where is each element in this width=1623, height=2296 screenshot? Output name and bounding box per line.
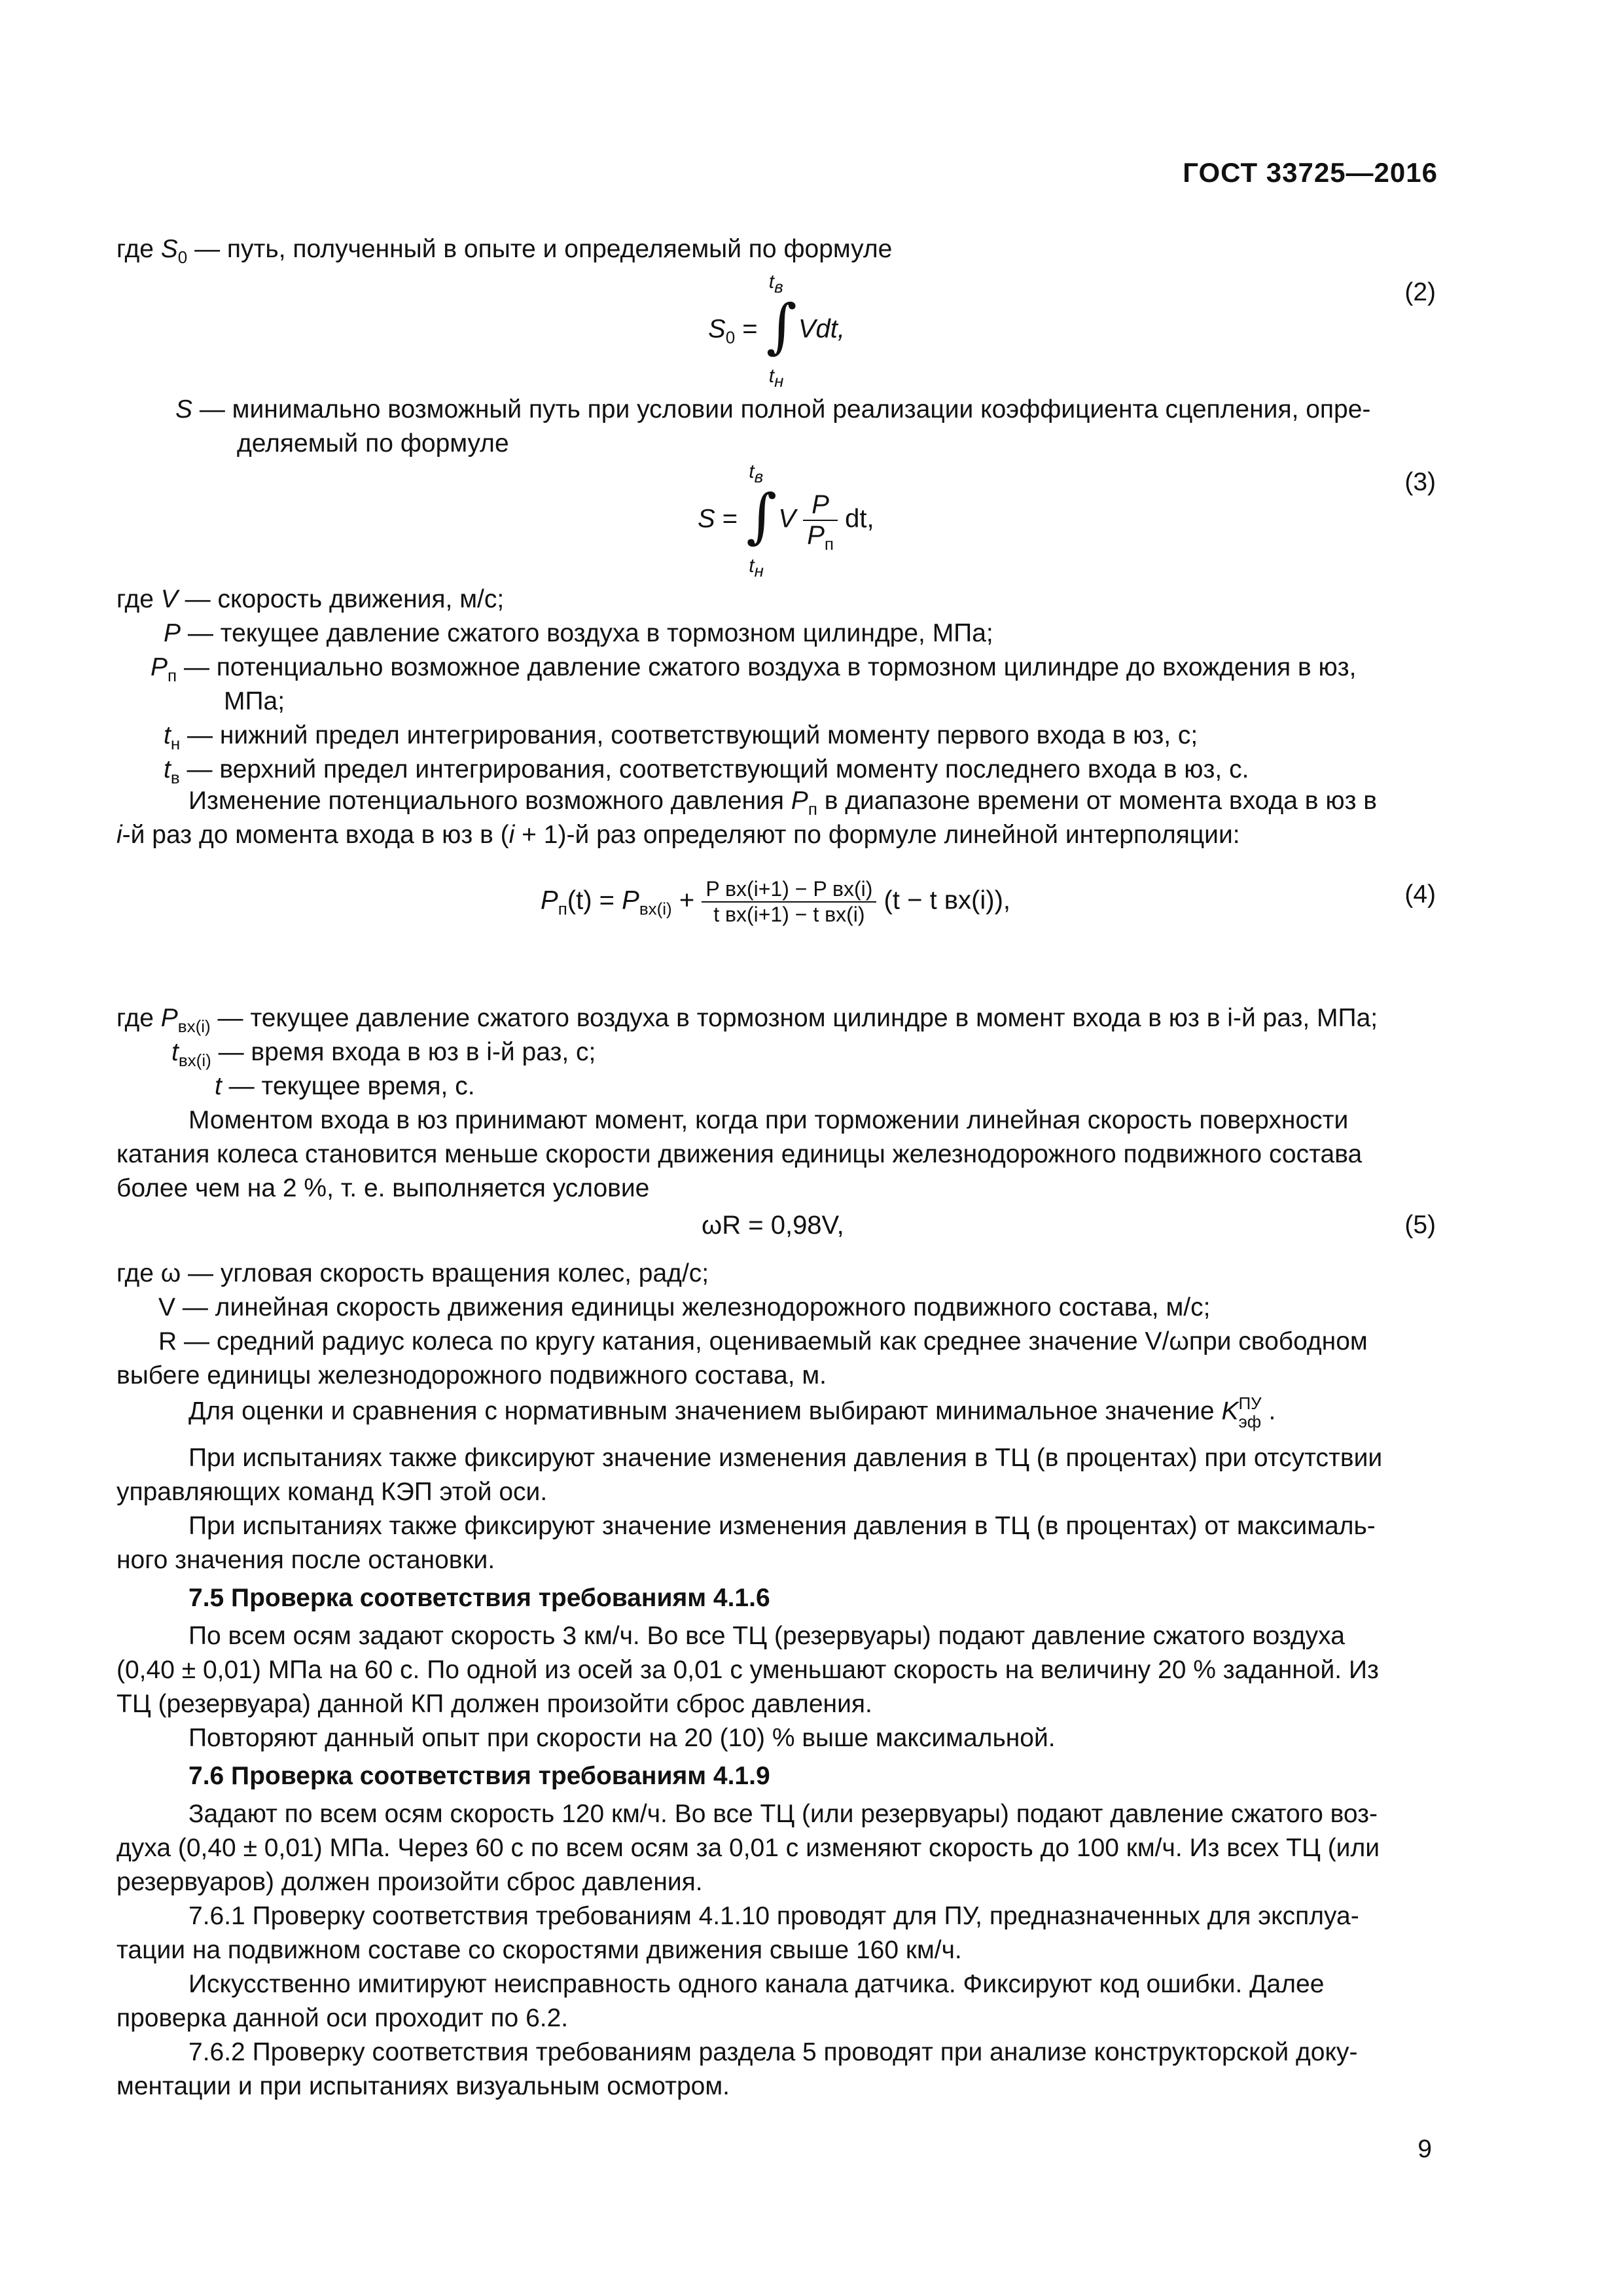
- f3-lhs: S: [698, 504, 715, 533]
- f3-numerator: P: [803, 490, 838, 521]
- s-definition: [175, 393, 1370, 427]
- definition-line: $t_н$ — нижний предел интегрирования, соответствующий моменту первого входа в юз, с;: [164, 721, 1198, 753]
- intro-lead: где: [116, 235, 154, 263]
- definition-line: $t_в$ — верхний предел интегрирования, соответствующий моменту последнего входа в юз, с.: [164, 755, 1249, 787]
- definition-line: $P_п$ — потенциально возможное давление сжатого воздуха в тормозном цилиндре до вхождения в юз,: [151, 653, 1357, 685]
- equation-number-3: (3): [1404, 468, 1436, 496]
- definition-line: P — текущее давление сжатого воздуха в тормозном цилиндре, МПа;: [164, 619, 993, 647]
- definition-line: V — линейная скорость движения единицы железнодорожного подвижного состава, м/с;: [158, 1293, 1211, 1321]
- f3-v: V: [778, 504, 796, 533]
- intro-symbol-sub: 0: [177, 247, 188, 267]
- definition-line: выбеге единицы железнодорожного подвижного состава, м.: [116, 1361, 827, 1390]
- section-7-6-line: тации на подвижном составе со скоростями движения свыше 160 км/ч.: [116, 1936, 962, 1964]
- document-code-header: ГОСТ 33725—2016: [1183, 157, 1438, 188]
- equation-number-5: (5): [1404, 1211, 1436, 1239]
- intro-line: [116, 232, 892, 266]
- definition-line: где ω — угловая скорость вращения колес, рад/с;: [116, 1259, 709, 1287]
- section-7-6-line: 7.6.2 Проверку соответствия требованиям раздела 5 проводят при анализе конструкторской доку-: [188, 2038, 1358, 2066]
- paragraph-moment-line: Моментом входа в юз принимают момент, когда при торможении линейная скорость поверхности: [188, 1106, 1349, 1134]
- integral-sign: $t_в$ ∫ $t_н$: [766, 271, 797, 391]
- paragraph-interpolation-line-2: i-й раз до момента входа в юз в (i + 1)-й раз определяют по формуле линейной интерполяции:: [116, 821, 1240, 849]
- f4-fraction: [702, 877, 876, 927]
- section-7-6-line: резервуаров) должен произойти сброс давления.: [116, 1868, 703, 1896]
- f4-numerator: P вх(i+1) − P вх(i): [702, 877, 876, 903]
- f3-dt: dt,: [845, 504, 874, 533]
- f2-upper-limit: $t_в$: [768, 271, 783, 296]
- s-definition-continued: деляемый по формуле: [237, 429, 509, 457]
- definition-line-continued: МПа;: [224, 687, 285, 715]
- f3-upper-limit: $t_в$: [749, 461, 764, 486]
- f2-body: Vdt,: [798, 314, 846, 344]
- section-heading-7-6: 7.6 Проверка соответствия требованиям 4.1.9: [188, 1762, 770, 1790]
- f3-eq: =: [715, 504, 745, 533]
- section-7-6-line: проверка данной оси проходит по 6.2.: [116, 2004, 569, 2032]
- intro-text: — путь, полученный в опыте и определяемый по формуле: [187, 235, 893, 263]
- integral-sign: $t_в$ ∫ $t_н$: [746, 461, 777, 581]
- s-def-text: — минимально возможный путь при условии полной реализации коэффициента сцепления, опре-: [192, 395, 1371, 423]
- f2-lhs-sub: 0: [725, 327, 736, 348]
- equation-number-2: (2): [1404, 278, 1436, 306]
- s-def-symbol: S: [175, 395, 193, 423]
- definition-line: где $P_{вх(i)}$ — текущее давление сжатого воздуха в тормозном цилиндре в момент входа в юз в i-й раз, МПа;: [116, 1004, 1378, 1036]
- formula-5: ωR = 0,98V,: [702, 1211, 844, 1240]
- paragraph-fix-1: управляющих команд КЭП этой оси.: [116, 1478, 548, 1506]
- section-7-5-line: По всем осям задают скорость 3 км/ч. Во все ТЦ (резервуары) подают давление сжатого воздуха: [188, 1622, 1345, 1650]
- paragraph-fix-1: При испытаниях также фиксируют значение изменения давления в ТЦ (в процентах) при отсутствии: [188, 1444, 1383, 1472]
- section-heading-7-5: 7.5 Проверка соответствия требованиям 4.1.6: [188, 1584, 770, 1612]
- formula-2: [708, 271, 846, 391]
- f2-lower-limit: $t_н$: [768, 365, 784, 391]
- equation-number-4: (4): [1404, 880, 1436, 908]
- formula-3: [698, 461, 874, 581]
- paragraph-fix-2: ного значения после остановки.: [116, 1546, 495, 1574]
- definition-line: R — средний радиус колеса по кругу катания, оцениваемый как среднее значение V/ωпри свободном: [158, 1327, 1368, 1355]
- f2-lhs: S: [708, 314, 726, 344]
- definition-line: $t_{вх(i)}$ — время входа в юз в i-й раз, с;: [171, 1038, 596, 1070]
- f3-lower-limit: $t_н$: [749, 555, 764, 581]
- f3-denominator: $P_п$: [807, 521, 834, 554]
- section-7-6-line: Искусственно имитируют неисправность одного канала датчика. Фиксируют код ошибки. Далее: [188, 1970, 1325, 1998]
- section-7-5-line: (0,40 ± 0,01) МПа на 60 с. По одной из осей за 0,01 с уменьшают скорость на величину 20 % заданной. Из: [116, 1656, 1379, 1684]
- formula-4: $P_п(t) = P_{вх(i)}$ + $\frac{\text{P вх(i+1) − P вх(i)}}{\text{t вх(i+1) − t вх(i)}}$ (t − t вх(i)),: [541, 877, 1011, 926]
- f4-tail: (t − t вх(i)),: [883, 886, 1011, 915]
- section-7-5-line: Повторяют данный опыт при скорости на 20 (10) % выше максимальной.: [188, 1724, 1056, 1752]
- section-7-6-line: 7.6.1 Проверку соответствия требованиям 4.1.10 проводят для ПУ, предназначенных для эксплуа-: [188, 1902, 1359, 1930]
- paragraph-moment-line: катания колеса становится меньше скорости движения единицы железнодорожного подвижного состава: [116, 1140, 1363, 1168]
- definition-line: где V — скорость движения, м/с;: [116, 585, 505, 613]
- paragraph-moment-line: более чем на 2 %, т. е. выполняется условие: [116, 1174, 650, 1202]
- paragraph-interpolation-line-1: Изменение потенциального возможного давления $P_п$ в диапазоне времени от момента входа в юз в: [188, 787, 1378, 819]
- section-7-6-line: Задают по всем осям скорость 120 км/ч. Во все ТЦ (или резервуары) подают давление сжатого воз-: [188, 1800, 1378, 1828]
- section-7-6-line: духа (0,40 ± 0,01) МПа. Через 60 с по всем осям за 0,01 с изменяют скорость до 100 км/ч. Из всех ТЦ (или: [116, 1834, 1380, 1862]
- f2-eq: =: [735, 314, 765, 344]
- section-7-6-line: ментации и при испытаниях визуальным осмотром.: [116, 2072, 730, 2100]
- intro-symbol: S: [160, 235, 178, 263]
- definition-line: t — текущее время, с.: [215, 1072, 475, 1100]
- paragraph-choose: Для оценки и сравнения с нормативным значением выбирают минимальное значение K ПУ эф .: [188, 1393, 1276, 1431]
- f3-fraction: [803, 490, 838, 554]
- f4-denominator: t вх(i+1) − t вх(i): [713, 903, 865, 926]
- paragraph-fix-2: При испытаниях также фиксируют значение изменения давления в ТЦ (в процентах) от максималь-: [188, 1512, 1376, 1540]
- section-7-5-line: ТЦ (резервуара) данной КП должен произойти сброс давления.: [116, 1690, 872, 1718]
- page-number: 9: [1418, 2135, 1432, 2163]
